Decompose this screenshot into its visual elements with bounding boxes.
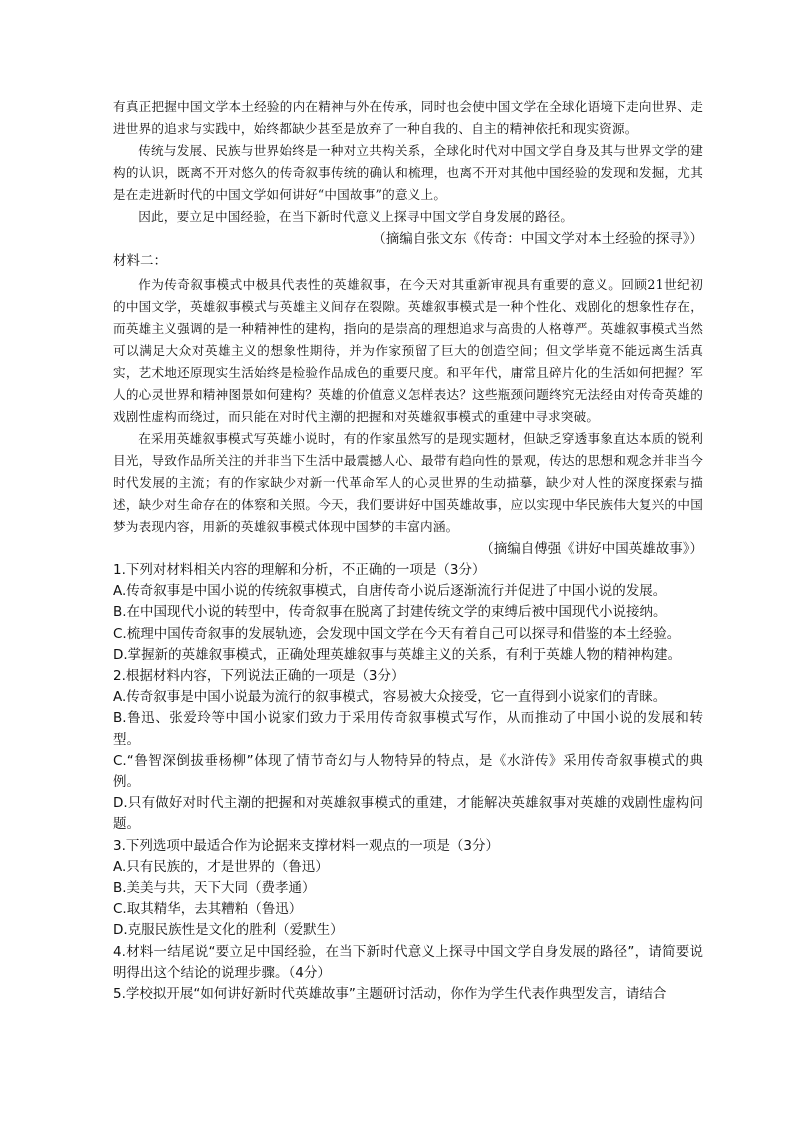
question-3	[113, 836, 703, 942]
material-two	[113, 251, 703, 561]
answer-option: A.只有民族的，才是世界的（鲁迅）	[113, 858, 329, 875]
question-stem: 1.下列对材料相关内容的理解和分析，不正确的一项是（3分）	[113, 562, 486, 578]
answer-option: C.“鲁智深倒拔垂杨柳”体现了情节奇幻与人物特异的特点，是《水浒传》采用传奇叙事模式的典例。	[113, 752, 703, 791]
material-two-heading: 材料二：	[113, 252, 167, 269]
answer-option: C.取其精华，去其糟粕（鲁迅）	[113, 901, 303, 918]
question-stem: 5.学校拟开展“如何讲好新时代英雄故事”主题研讨活动，你作为学生代表作典型发言，请结合	[113, 986, 667, 1003]
question-4	[113, 942, 703, 984]
material-one	[113, 96, 703, 251]
question-5	[113, 984, 703, 1005]
question-2	[113, 666, 703, 836]
exam-page	[113, 96, 703, 1005]
question-stem: 2.根据材料内容，下列说法正确的一项是（3分）	[113, 668, 405, 685]
material-one-paragraph: 传统与发展、民族与世界始终是一种对立共构关系，全球化时代对中国文学自身及其与世界文学的建构的认识，既离不开对悠久的传奇叙事传统的确认和梳理，也离不开对其他中国经验的发现和发掘，尤其是在走进新时代的中国文学如何讲好“中国故事”的意义上。	[113, 143, 703, 202]
question-1	[113, 560, 703, 666]
answer-option: B.鲁迅、张爱玲等中国小说家们致力于采用传奇叙事模式写作，从而推动了中国小说的发展和转型。	[113, 710, 703, 748]
material-two-paragraph: 作为传奇叙事模式中极具代表性的英雄叙事，在今天对其重新审视具有重要的意义。回顾21世纪初的中国文学，英雄叙事模式与英雄主义间存在裂隙。英雄叙事模式是一种个性化、戏剧化的想象性存在，而英雄主义强调的是一种精神性的建构，指向的是崇高的理想追求与高贵的人格尊严。英雄叙事模式当然可以满足大众对英雄主义的想象性期待，并为作家预留了巨大的创造空间；但文学毕竟不能远离生活真实，艺术地还原现实生活始终是检验作品成色的重要尺度。和平年代，庸常且碎片化的生活如何把握？军人的心灵世界和精神图景如何建构？英雄的价值意义怎样表达？这些瓶颈问题终究无法经由对传奇英雄的戏剧性虚构而绕过，而只能在对时代主潮的把握和对英雄叙事模式的重建中寻求突破。	[113, 276, 703, 424]
material-one-source: （摘编自张文东《传奇：中国文学对本土经验的探寻》）	[372, 231, 703, 247]
answer-option: B.美美与共，天下大同（费孝通）	[113, 880, 316, 897]
answer-option: C.梳理中国传奇叙事的发展轨迹，会发现中国文学在今天有着自己可以探寻和借鉴的本土经验。	[113, 625, 681, 642]
material-one-paragraph: 有真正把握中国文学本土经验的内在精神与外在传承，同时也会使中国文学在全球化语境下走向世界、走进世界的追求与实践中，始终都缺少甚至是放弃了一种自我的、自主的精神依托和现实资源。	[113, 99, 703, 136]
answer-option: D.克服民族性是文化的胜利（爱默生）	[113, 922, 344, 939]
answer-option: A.传奇叙事是中国小说的传统叙事模式，自唐传奇小说后逐渐流行并促进了中国小说的发展。	[113, 583, 667, 600]
material-two-source: （摘编自傅强《讲好中国英雄故事》）	[480, 540, 703, 557]
answer-option: D.掌握新的英雄叙事模式，正确处理英雄叙事与英雄主义的关系，有利于英雄人物的精神构建。	[113, 646, 682, 663]
question-stem: 3.下列选项中最适合作为论据来支撑材料一观点的一项是（3分）	[113, 837, 499, 854]
question-stem: 4.材料一结尾说“要立足中国经验，在当下新时代意义上探寻中国文学自身发展的路径”，请简要说明得出这个结论的说理步骤。（4分）	[113, 943, 703, 981]
answer-option: A.传奇叙事是中国小说最为流行的叙事模式，容易被大众接受，它一直得到小说家们的青睐。	[113, 689, 667, 706]
material-two-paragraph: 在采用英雄叙事模式写英雄小说时，有的作家虽然写的是现实题材，但缺乏穿透事象直达本质的锐利目光，导致作品所关注的并非当下生活中最震撼人心、最带有趋向性的景观，传达的思想和观念并非当今时代发展的主流；有的作家缺少对新一代革命军人的心灵世界的生动描摹，缺少对人性的深度探索与描述，缺少对生命存在的体察和关照。今天，我们要讲好中国英雄故事，应以实现中华民族伟大复兴的中国梦为表现内容，用新的英雄叙事模式体现中国梦的丰富内涵。	[113, 430, 703, 534]
answer-option: B.在中国现代小说的转型中，传奇叙事在脱离了封建传统文学的束缚后被中国现代小说接纳。	[113, 604, 667, 621]
answer-option: D.只有做好对时代主潮的把握和对英雄叙事模式的重建，才能解决英雄叙事对英雄的戏剧性虚构问题。	[113, 795, 703, 833]
questions-section	[113, 560, 703, 1005]
material-one-paragraph: 因此，要立足中国经验，在当下新时代意义上探寻中国文学自身发展的路径。	[138, 209, 574, 224]
